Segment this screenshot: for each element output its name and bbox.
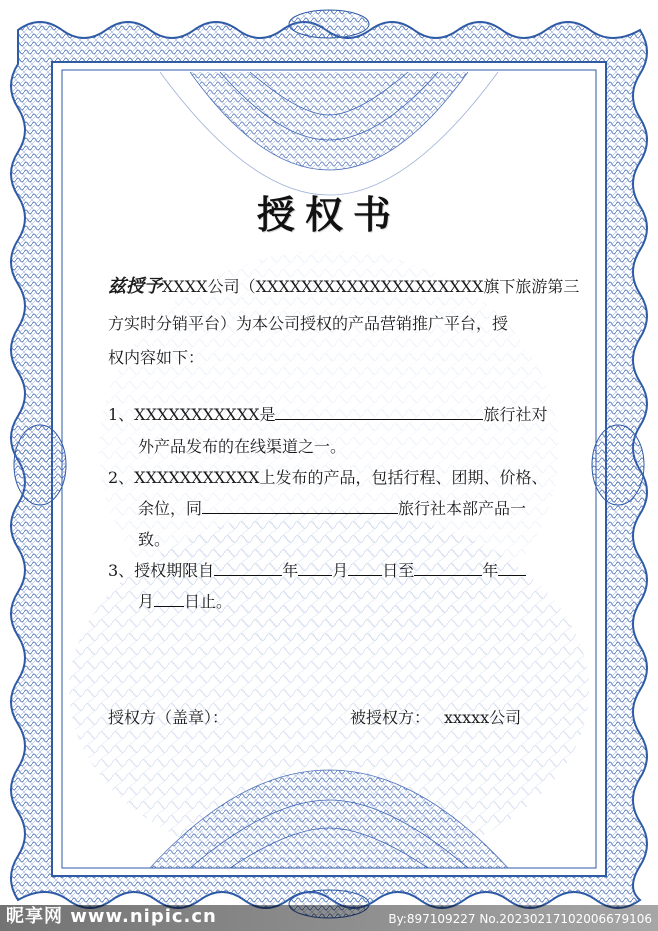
item-2-line-3: 致。 — [138, 530, 171, 549]
day-end-label: 日止。 — [184, 592, 233, 611]
item2-b: 余位，同 — [138, 499, 203, 518]
document-title: 授权书 — [256, 193, 401, 237]
grantee-name: xxxxx公司 — [444, 708, 522, 727]
intro-line-2: 方实时分销平台）为本公司授权的产品营销推广平台，授 — [108, 314, 509, 333]
item1-b: 旅行社对 — [483, 405, 548, 424]
blank-end-month-a[interactable] — [498, 559, 526, 576]
blank-agency-1[interactable] — [275, 403, 483, 420]
year-label-2: 年 — [482, 561, 499, 580]
lead-text: 兹授予 — [108, 276, 162, 297]
blank-agency-2[interactable] — [202, 497, 398, 514]
blank-end-day[interactable] — [154, 590, 184, 607]
item3-a: 3、授权期限自 — [108, 561, 215, 580]
month-label-2: 月 — [138, 592, 155, 611]
intro-text-1: XXXX公司（XXXXXXXXXXXXXXXXXXXX旗下旅游第三 — [162, 277, 580, 296]
year-label-1: 年 — [282, 561, 299, 580]
item-3-line-2 — [138, 587, 232, 617]
intro-line-3: 权内容如下： — [108, 348, 205, 367]
blank-end-year[interactable] — [414, 559, 482, 576]
item1-a: 1、XXXXXXXXXXX是 — [108, 405, 276, 424]
watermark-bar — [0, 905, 658, 931]
watermark-site: 昵享网 www.nipic.cn — [6, 906, 217, 927]
intro-line-1 — [108, 272, 579, 302]
grantee-line — [350, 703, 521, 733]
item-3-line-1 — [108, 556, 526, 586]
grantor-label: 授权方（盖章）： — [108, 708, 229, 727]
grantee-label: 被授权方： — [350, 708, 431, 727]
item-2-line-2 — [138, 494, 526, 524]
item-1-line-2: 外产品发布的在线渠道之一。 — [138, 437, 347, 456]
item-2-line-1: 2、XXXXXXXXXXX上发布的产品，包括行程、团期、价格、 — [108, 468, 548, 487]
blank-start-month[interactable] — [298, 559, 332, 576]
month-label-1: 月 — [332, 561, 349, 580]
item-1-line-1 — [108, 400, 548, 430]
blank-start-year[interactable] — [214, 559, 282, 576]
day-to-label: 日至 — [382, 561, 415, 580]
blank-start-day[interactable] — [348, 559, 382, 576]
item2-c: 旅行社本部产品一 — [398, 499, 527, 518]
watermark-id: By:897109227 No.20230217102006679106 — [388, 912, 652, 926]
